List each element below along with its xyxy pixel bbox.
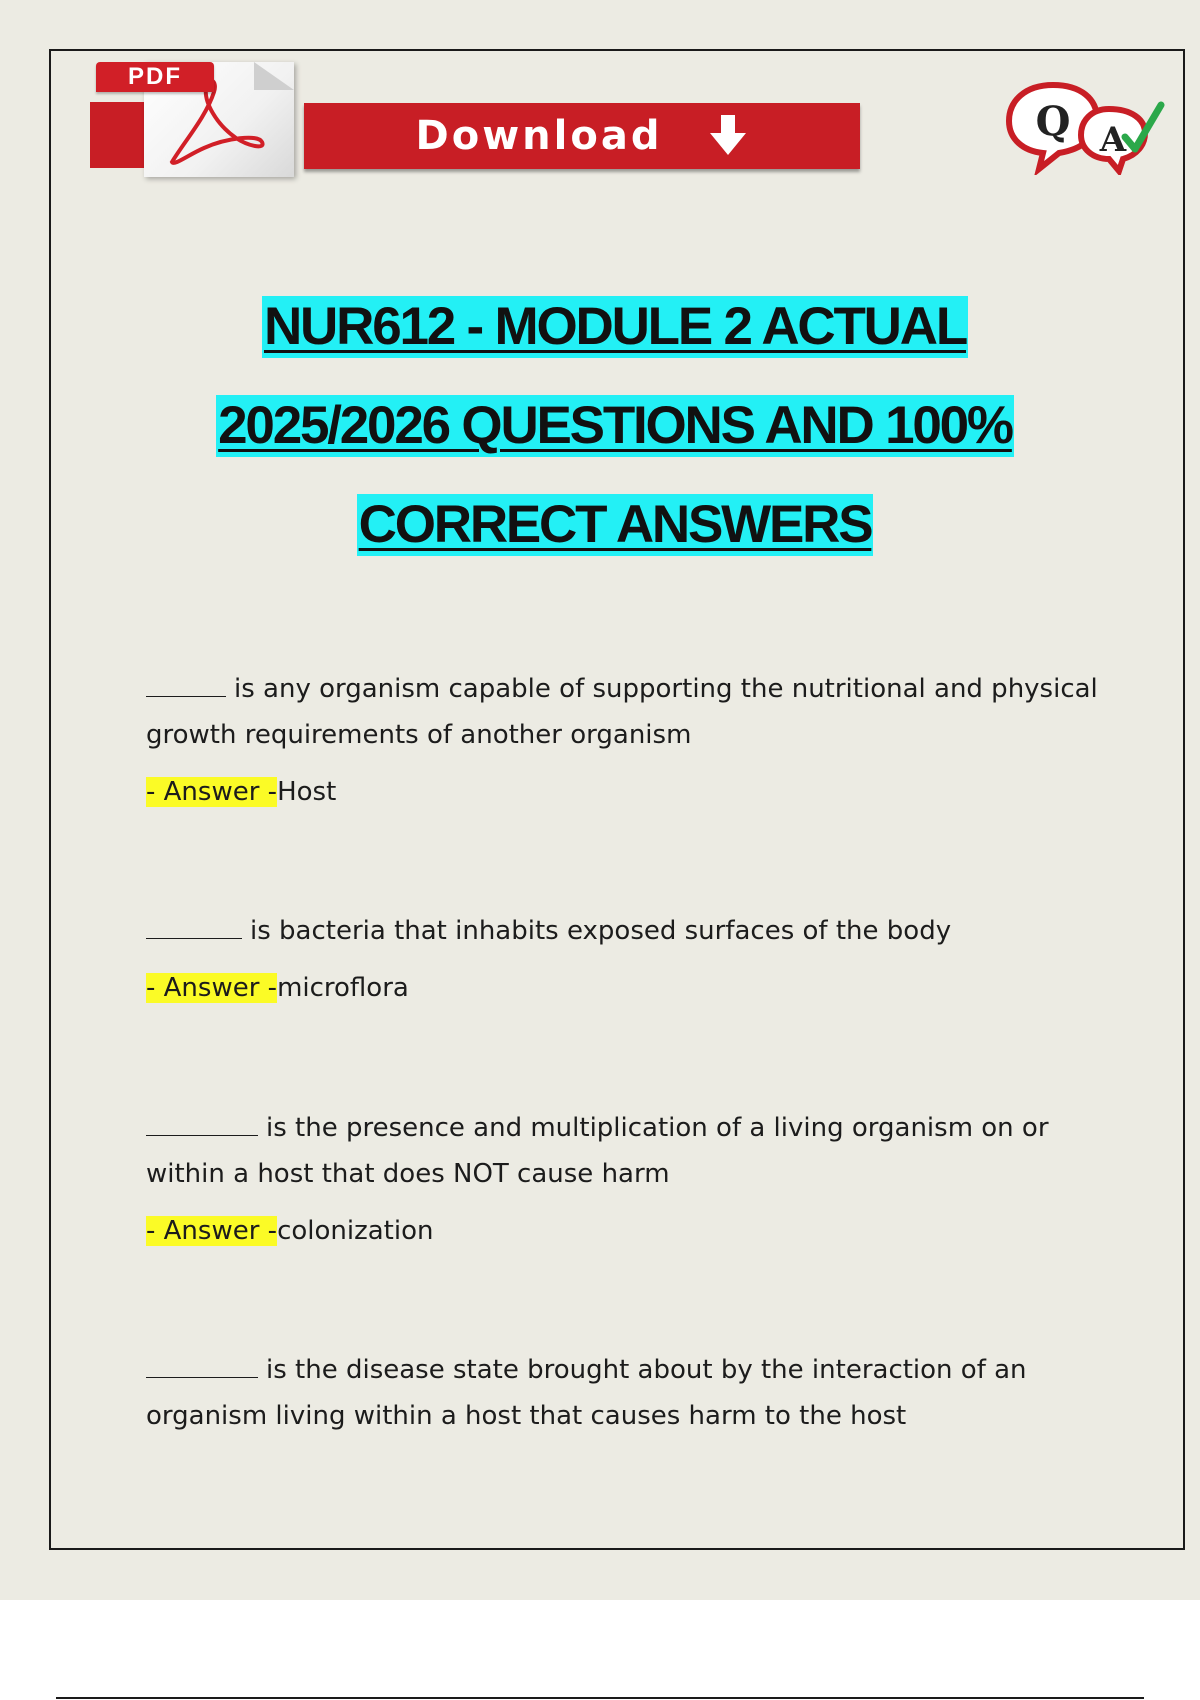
answer-value: Host	[277, 777, 337, 807]
question-text: is the presence and multiplication of a living organism on or within a host that does NOT cause harm	[146, 1105, 1106, 1197]
title-line-1: NUR612 - MODULE 2 ACTUAL	[263, 297, 966, 356]
qa-item-4	[146, 1347, 1106, 1439]
arrow-down-icon	[708, 115, 748, 157]
answer-prefix: - Answer -	[146, 1216, 278, 1246]
answer-blank	[146, 1347, 258, 1378]
answer-line	[146, 970, 1106, 1006]
pdf-tab-label: PDF	[96, 62, 214, 92]
download-label: Download	[415, 113, 663, 159]
answer-line	[146, 774, 1106, 810]
question-text: is the disease state brought about by the interaction of an organism living within a host that causes harm to the host	[146, 1347, 1106, 1439]
answer-blank	[146, 1105, 258, 1136]
qa-checkmark-logo	[1005, 75, 1165, 175]
download-button[interactable]	[304, 103, 860, 169]
answer-value: microflora	[277, 973, 409, 1003]
question-text: is any organism capable of supporting the nutritional and physical growth requirements of another organism	[146, 666, 1106, 758]
footer-divider	[56, 1697, 1144, 1699]
logo-q-letter: Q	[1035, 98, 1071, 145]
answer-line	[146, 1213, 1106, 1249]
title-line-2: 2025/2026 QUESTIONS AND 100%	[218, 396, 1012, 455]
qa-item-1	[146, 666, 1106, 810]
qa-item-2	[146, 908, 1106, 1006]
answer-blank	[146, 666, 226, 697]
banner-left-bar	[90, 102, 144, 168]
pdf-download-banner[interactable]	[90, 58, 860, 178]
logo-a-letter: A	[1099, 120, 1127, 160]
document-title	[60, 296, 1170, 593]
answer-prefix: - Answer -	[146, 973, 278, 1003]
title-line-3: CORRECT ANSWERS	[358, 495, 872, 554]
qa-item-3	[146, 1105, 1106, 1249]
answer-blank	[146, 908, 242, 939]
question-text: is bacteria that inhabits exposed surfaces of the body	[146, 908, 1106, 954]
answer-prefix: - Answer -	[146, 777, 278, 807]
answer-value: colonization	[277, 1216, 434, 1246]
